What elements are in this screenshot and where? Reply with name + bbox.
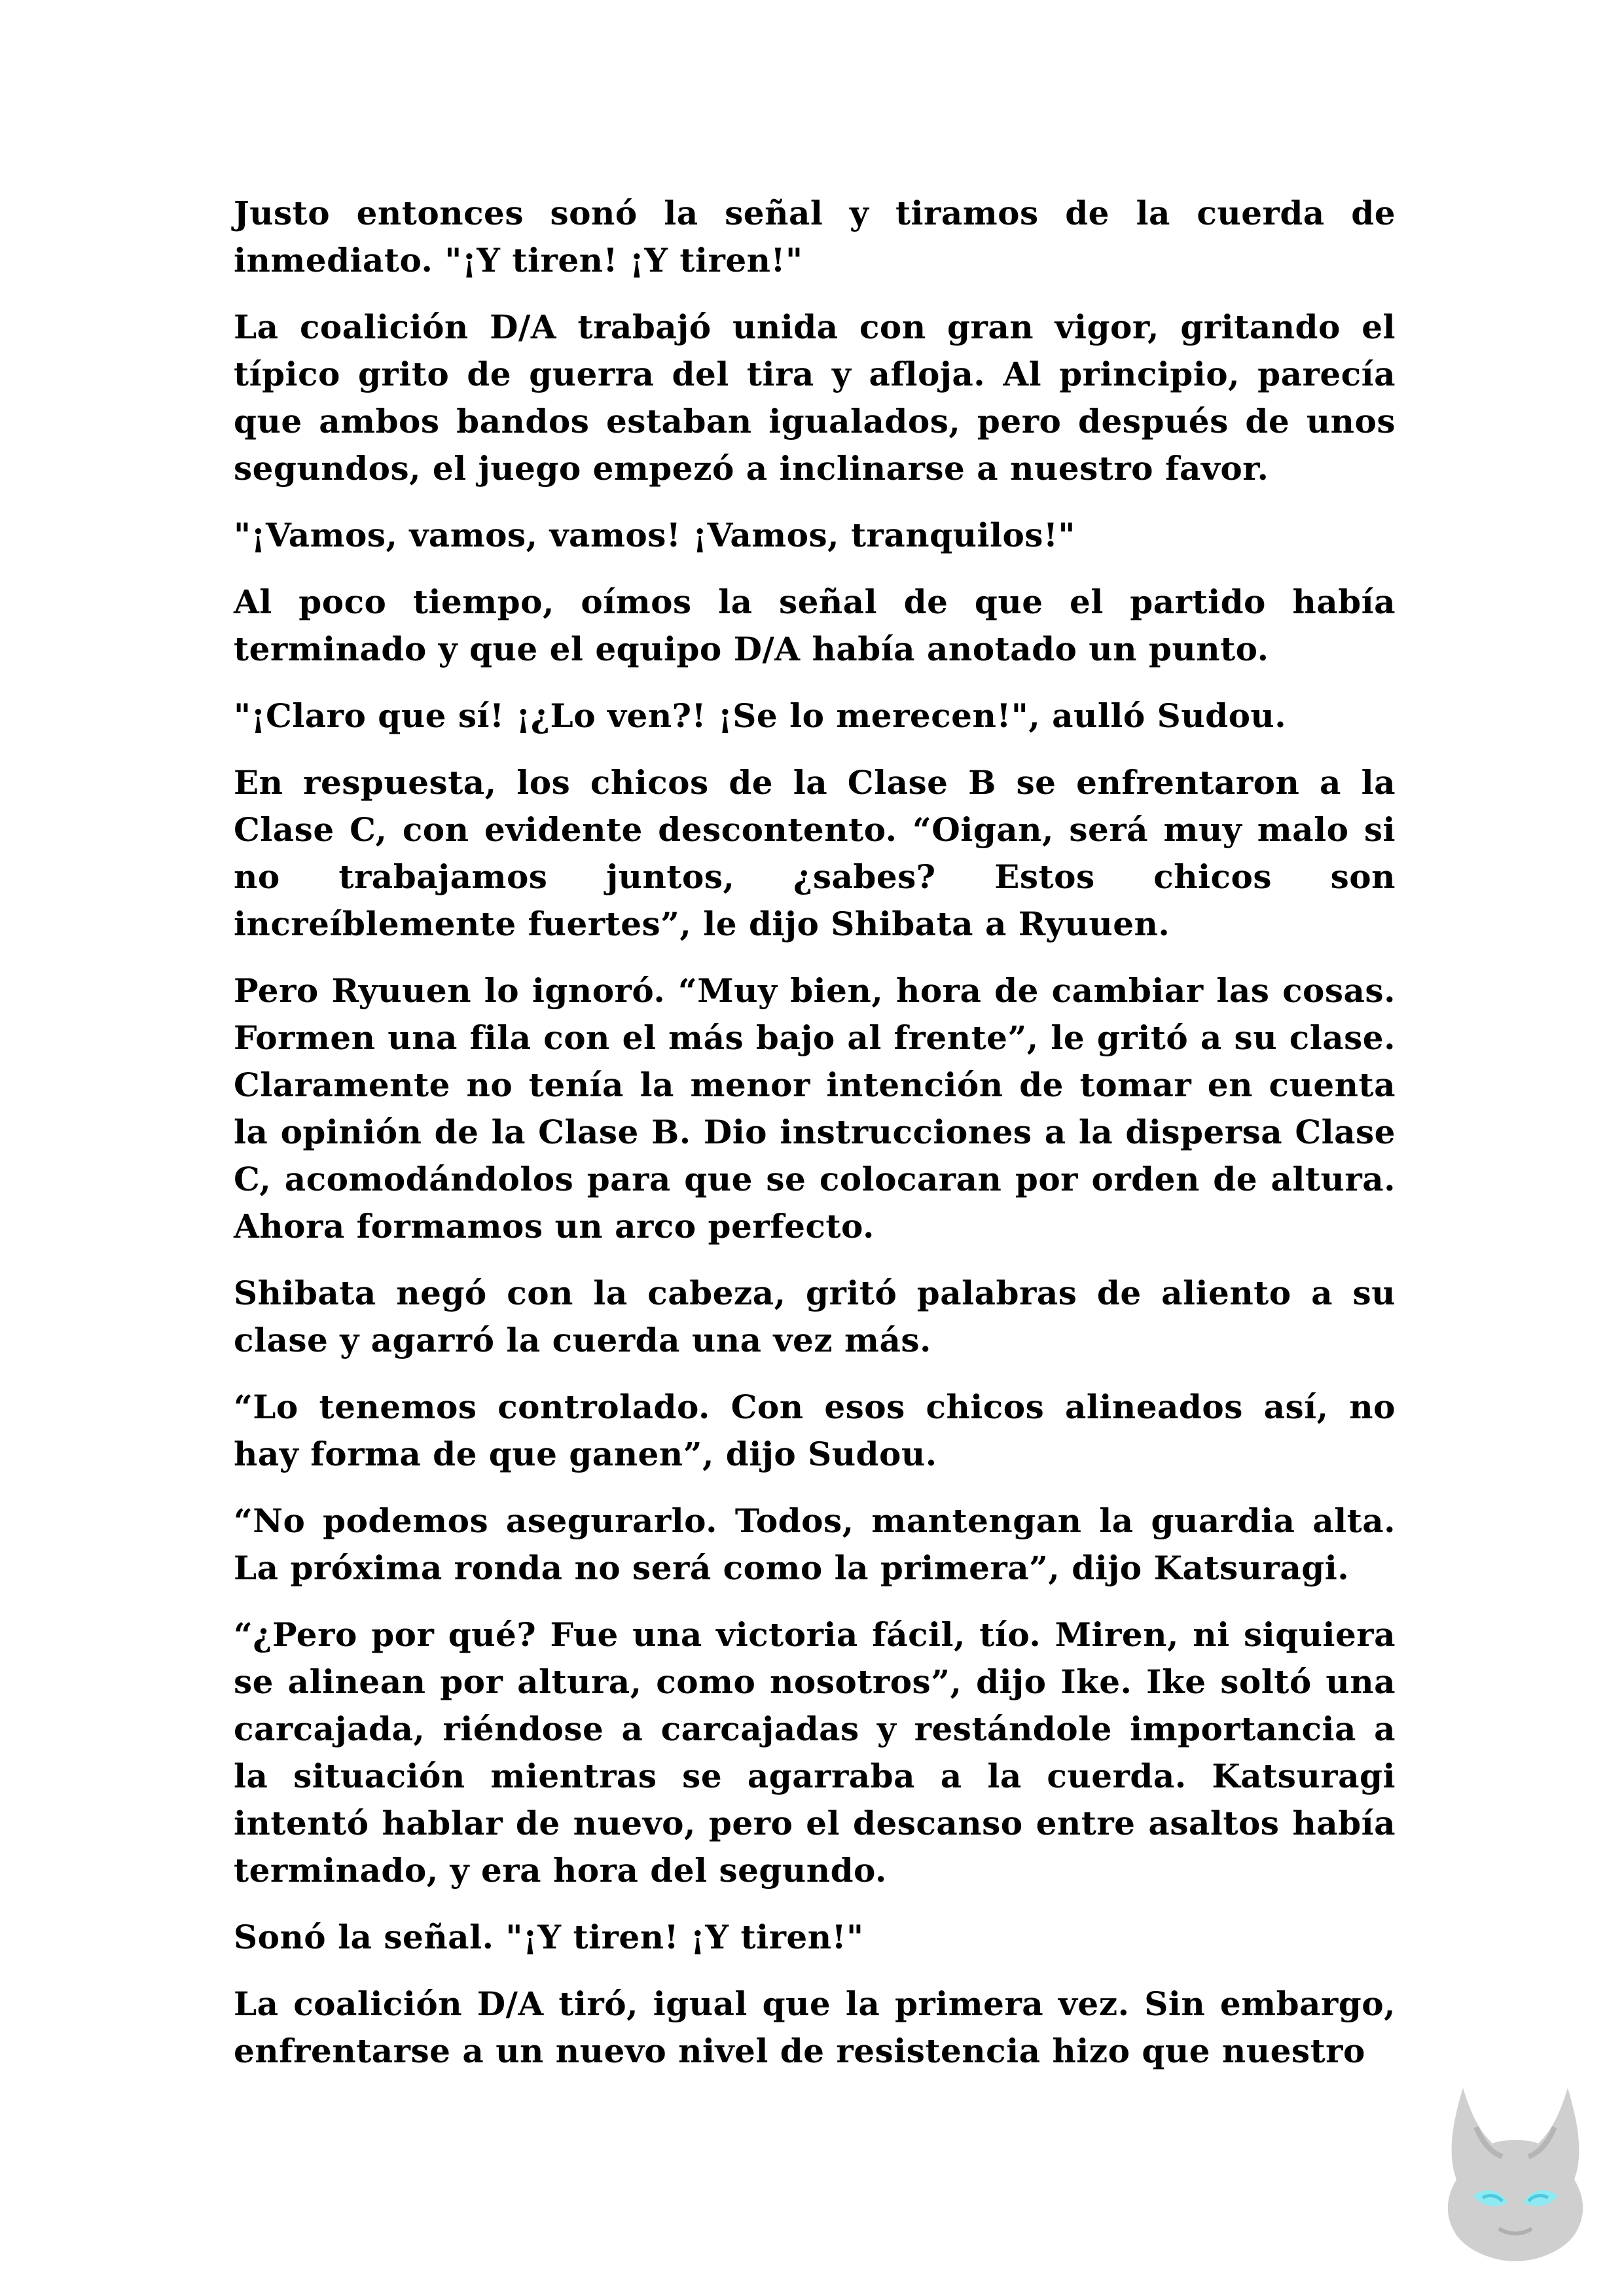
paragraph-13: La coalición D/A tiró, igual que la primera vez. Sin embargo, enfrentarse a un nuevo nivel de resistencia hizo que nuestro	[234, 1984, 1396, 2070]
paragraph-12: Sonó la señal. "¡Y tiren! ¡Y tiren!"	[234, 1918, 864, 1956]
paragraph-7: Pero Ryuuen lo ignoró. “Muy bien, hora de cambiar las cosas. Formen una fila con el más bajo al frente”, le gritó a su clase. Claramente no tenía la menor intención de tomar en cuenta la opinión de la Clase B. Dio instrucciones a la dispersa Clase C, acomodándolos para que se colocaran por orden de altura. Ahora formamos un arco perfecto.	[234, 971, 1396, 1246]
demon-head-logo-icon	[1437, 2081, 1594, 2265]
paragraph-8: Shibata negó con la cabeza, gritó palabras de aliento a su clase y agarró la cuerda una vez más.	[234, 1274, 1396, 1359]
paragraph-1: Justo entonces sonó la señal y tiramos de la cuerda de inmediato. "¡Y tiren! ¡Y tiren!"	[234, 194, 1396, 279]
body-text	[234, 190, 1396, 2094]
paragraph-3: "¡Vamos, vamos, vamos! ¡Vamos, tranquilos!"	[234, 516, 1075, 554]
paragraph-9: “Lo tenemos controlado. Con esos chicos alineados así, no hay forma de que ganen”, dijo Sudou.	[234, 1388, 1396, 1473]
paragraph-6: En respuesta, los chicos de la Clase B se enfrentaron a la Clase C, con evidente descontento. “Oigan, será muy malo si no trabajamos juntos, ¿sabes? Estos chicos son increíblemente fuertes”, le dijo Shibata a Ryuuen.	[234, 763, 1396, 943]
paragraph-4: Al poco tiempo, oímos la señal de que el partido había terminado y que el equipo D/A había anotado un punto.	[234, 583, 1396, 668]
paragraph-10: “No podemos asegurarlo. Todos, mantengan la guardia alta. La próxima ronda no será como la primera”, dijo Katsuragi.	[234, 1501, 1396, 1587]
paragraph-5: "¡Claro que sí! ¡¿Lo ven?! ¡Se lo merecen!", aulló Sudou.	[234, 696, 1287, 735]
paragraph-11: “¿Pero por qué? Fue una victoria fácil, tío. Miren, ni siquiera se alinean por altura, como nosotros”, dijo Ike. Ike soltó una carcajada, riéndose a carcajadas y restándole importancia a la situación mientras se agarraba a la cuerda. Katsuragi intentó hablar de nuevo, pero el descanso entre asaltos había terminado, y era hora del segundo.	[234, 1615, 1396, 1890]
paragraph-2: La coalición D/A trabajó unida con gran vigor, gritando el típico grito de guerra del tira y afloja. Al principio, parecía que ambos bandos estaban igualados, pero después de unos segundos, el juego empezó a inclinarse a nuestro favor.	[234, 308, 1396, 488]
